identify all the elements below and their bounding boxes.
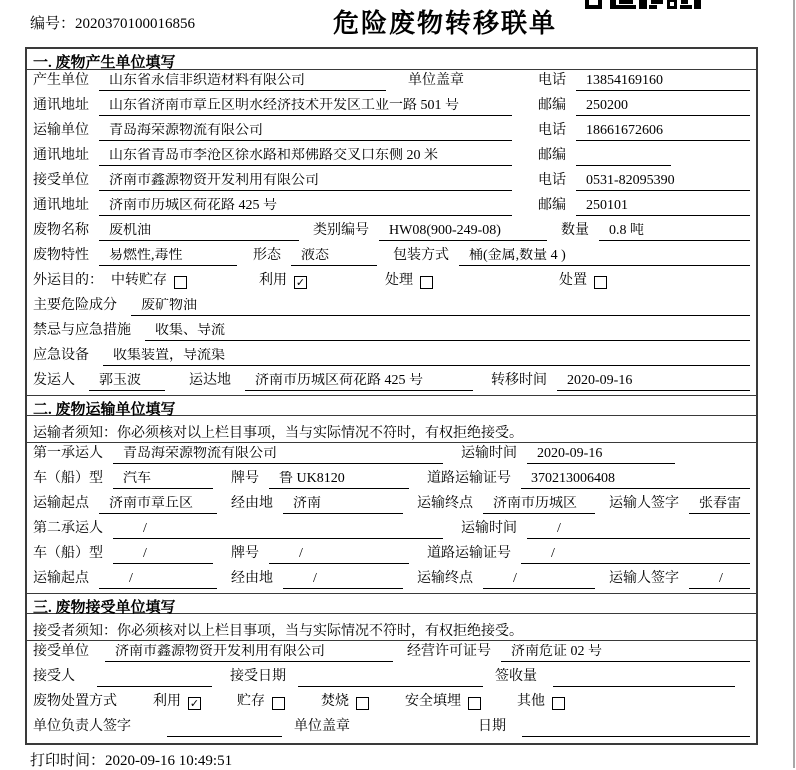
zip-label: 邮编 (538, 148, 566, 163)
received-qty-label: 签收量 (495, 669, 537, 684)
category-value: HW08(900-249-08) (379, 223, 547, 241)
phone-value: 18661672606 (576, 123, 750, 141)
phone-label: 电话 (538, 73, 566, 88)
row-emergency-equipment (27, 345, 756, 370)
end-value: 济南市历城区 (483, 496, 595, 514)
carrier-sign-value: / (689, 571, 750, 589)
phone-group (538, 173, 750, 191)
zip-group (538, 198, 750, 216)
receive-date-label: 接受日期 (230, 669, 286, 684)
unit-seal-label: 单位盖章 (408, 73, 464, 88)
license-label: 经营许可证号 (407, 644, 491, 659)
origin-label: 运输起点 (33, 571, 89, 586)
purpose-option-label: 处置 (559, 273, 587, 288)
packing-value: 桶(金属,数量 4 ) (459, 248, 750, 266)
phone-value: 0531-82095390 (576, 173, 750, 191)
purpose-option-label: 利用 (259, 273, 287, 288)
phone-value: 13854169160 (576, 73, 750, 91)
form-label: 形态 (253, 248, 281, 263)
quantity-label: 数量 (561, 223, 589, 238)
row-vehicle-2 (27, 543, 756, 568)
checkbox-other (552, 697, 565, 710)
transfer-time-label: 转移时间 (491, 373, 547, 388)
date-value (522, 735, 750, 737)
consignor-value: 郭玉波 (89, 373, 165, 391)
transfer-form (25, 47, 758, 745)
carrier-sign-value: 张春雷 (689, 496, 750, 514)
row-route-2 (27, 568, 756, 593)
checkbox-treat (420, 276, 433, 289)
receive-date-value (298, 685, 483, 687)
disposal-option-label: 焚烧 (321, 694, 349, 709)
origin-value: 济南市章丘区 (99, 496, 217, 514)
row-producer-address (27, 95, 756, 120)
waste-name-label: 废物名称 (33, 223, 89, 238)
vehicle-type-label: 车（船）型 (33, 471, 103, 486)
manager-sign-label: 单位负责人签字 (33, 719, 131, 734)
row-route-1 (27, 493, 756, 518)
carrier-value: 青岛海荣源物流有限公司 (113, 446, 443, 464)
purpose-option-label: 处理 (385, 273, 413, 288)
row-accept-unit (27, 641, 756, 666)
disposal-option-label: 其他 (517, 694, 545, 709)
via-label: 经由地 (231, 496, 273, 511)
carrier-label: 第二承运人 (33, 521, 103, 536)
hazard-label: 主要危险成分 (33, 298, 117, 313)
receiver-label: 接受单位 (33, 173, 89, 188)
section2-title: 二. 废物运输单位填写 (27, 395, 756, 416)
recipient-label: 接受人 (33, 669, 75, 684)
checkbox-store (272, 697, 285, 710)
road-cert-value: / (521, 546, 750, 564)
row-producer (27, 70, 756, 95)
equipment-value: 收集装置，导流渠 (103, 348, 750, 366)
transport-time-label: 运输时间 (461, 446, 517, 461)
serial-value: 2020370100016856 (75, 16, 196, 32)
row-taboo-measures (27, 320, 756, 345)
carrier-sign-label: 运输人签字 (609, 571, 679, 586)
taboo-value: 收集、导流 (145, 323, 750, 341)
producer-value: 山东省永信非织造材料有限公司 (99, 73, 386, 91)
address-label: 通讯地址 (33, 148, 89, 163)
form-value: 液态 (291, 248, 377, 266)
plate-label: 牌号 (231, 471, 259, 486)
transfer-time-value: 2020-09-16 (557, 373, 750, 391)
phone-label: 电话 (538, 123, 566, 138)
purpose-option-label: 中转贮存 (111, 273, 167, 288)
end-value: / (483, 571, 595, 589)
row-transfer-purpose (27, 270, 756, 295)
zip-group (538, 148, 750, 166)
serial-label: 编号： (30, 16, 76, 32)
road-cert-label: 道路运输证号 (427, 546, 511, 561)
origin-value: / (99, 571, 217, 589)
packing-label: 包装方式 (393, 248, 449, 263)
page-right-border (793, 0, 795, 768)
transporter-value: 青岛海荣源物流有限公司 (99, 123, 512, 141)
disposal-label: 废物处置方式 (33, 694, 117, 709)
road-cert-value: 370213006408 (521, 471, 750, 489)
category-label: 类别编号 (313, 223, 369, 238)
end-label: 运输终点 (417, 496, 473, 511)
checkbox-utilize: ✓ (295, 276, 306, 289)
end-label: 运输终点 (417, 571, 473, 586)
disposal-option-label: 利用 (153, 694, 181, 709)
disposal-option-label: 贮存 (237, 694, 265, 709)
origin-label: 运输起点 (33, 496, 89, 511)
row-hazard-component (27, 295, 756, 320)
received-qty-value (553, 685, 735, 687)
checkbox-utilize: ✓ (189, 697, 200, 710)
checkbox-landfill (468, 697, 481, 710)
date-label: 日期 (478, 719, 506, 734)
zip-value: 250200 (576, 98, 750, 116)
row-recipient (27, 666, 756, 691)
row-transporter-address (27, 145, 756, 170)
address-value: 济南市历城区荷花路 425 号 (99, 198, 512, 216)
zip-label: 邮编 (538, 198, 566, 213)
transporter-label: 运输单位 (33, 123, 89, 138)
carrier-sign-label: 运输人签字 (609, 496, 679, 511)
waste-name-value: 废机油 (99, 223, 299, 241)
transport-time-label: 运输时间 (461, 521, 517, 536)
zip-value: 250101 (576, 198, 750, 216)
address-value: 山东省济南市章丘区明水经济技术开发区工业一路 501 号 (99, 98, 512, 116)
print-time (30, 749, 232, 770)
transport-time-value: / (527, 521, 750, 539)
quantity-value: 0.8 吨 (599, 223, 750, 241)
equipment-label: 应急设备 (33, 348, 89, 363)
section3-title: 三. 废物接受单位填写 (27, 593, 756, 614)
checkbox-dispose (594, 276, 607, 289)
page-title: 危险废物转移联单 (332, 9, 557, 38)
address-label: 通讯地址 (33, 98, 89, 113)
row-consignor (27, 370, 756, 395)
accept-unit-label: 接受单位 (33, 644, 89, 659)
zip-value-blank (576, 164, 671, 166)
transporter-notice: 运输者须知：你必须核对以上栏目事项，当与实际情况不符时，有权拒绝接受。 (27, 416, 756, 443)
zip-label: 邮编 (538, 98, 566, 113)
recipient-value (97, 685, 212, 687)
manager-sign-value (167, 735, 282, 737)
checkbox-incinerate (356, 697, 369, 710)
row-transporter (27, 120, 756, 145)
transport-time-value: 2020-09-16 (527, 446, 675, 464)
print-time-value: 2020-09-16 10:49:51 (105, 753, 233, 769)
property-label: 废物特性 (33, 248, 89, 263)
carrier-label: 第一承运人 (33, 446, 103, 461)
section1-title: 一. 废物产生单位填写 (27, 49, 756, 70)
row-receiver-address (27, 195, 756, 220)
carrier-value: / (113, 521, 443, 539)
property-value: 易燃性,毒性 (99, 248, 237, 266)
hazard-value: 废矿物油 (131, 298, 750, 316)
unit-seal-label: 单位盖章 (294, 719, 350, 734)
row-second-carrier (27, 518, 756, 543)
row-manager-sign (27, 716, 756, 741)
checkbox-transit-storage (174, 276, 187, 289)
plate-value: / (269, 546, 409, 564)
plate-label: 牌号 (231, 546, 259, 561)
via-value: / (283, 571, 403, 589)
taboo-label: 禁忌与应急措施 (33, 323, 131, 338)
accept-unit-value: 济南市鑫源物资开发利用有限公司 (105, 644, 393, 662)
receiver-value: 济南市鑫源物资开发利用有限公司 (99, 173, 512, 191)
destination-value: 济南市历城区荷花路 425 号 (245, 373, 473, 391)
address-label: 通讯地址 (33, 198, 89, 213)
row-first-carrier (27, 443, 756, 468)
producer-label: 产生单位 (33, 73, 89, 88)
zip-group (538, 98, 750, 116)
row-receiver (27, 170, 756, 195)
consignor-label: 发运人 (33, 373, 75, 388)
via-label: 经由地 (231, 571, 273, 586)
vehicle-type-value: / (113, 546, 213, 564)
vehicle-type-value: 汽车 (113, 471, 213, 489)
row-disposal-method (27, 691, 756, 716)
phone-label: 电话 (538, 173, 566, 188)
road-cert-label: 道路运输证号 (427, 471, 511, 486)
license-value: 济南危证 02 号 (501, 644, 750, 662)
address-value: 山东省青岛市李沧区徐水路和郑佛路交叉口东侧 20 米 (99, 148, 512, 166)
vehicle-type-label: 车（船）型 (33, 546, 103, 561)
receiver-notice: 接受者须知：你必须核对以上栏目事项，当与实际情况不符时，有权拒绝接受。 (27, 614, 756, 641)
via-value: 济南 (283, 496, 403, 514)
plate-value: 鲁 UK8120 (269, 471, 409, 489)
row-waste-property (27, 245, 756, 270)
row-vehicle-1 (27, 468, 756, 493)
phone-group (538, 123, 750, 141)
print-time-label: 打印时间： (30, 753, 106, 769)
disposal-option-label: 安全填埋 (405, 694, 461, 709)
qr-code-icon (585, 0, 701, 9)
row-waste-name (27, 220, 756, 245)
phone-group (538, 73, 750, 91)
destination-label: 运达地 (189, 373, 231, 388)
purpose-label: 外运目的： (33, 273, 103, 288)
